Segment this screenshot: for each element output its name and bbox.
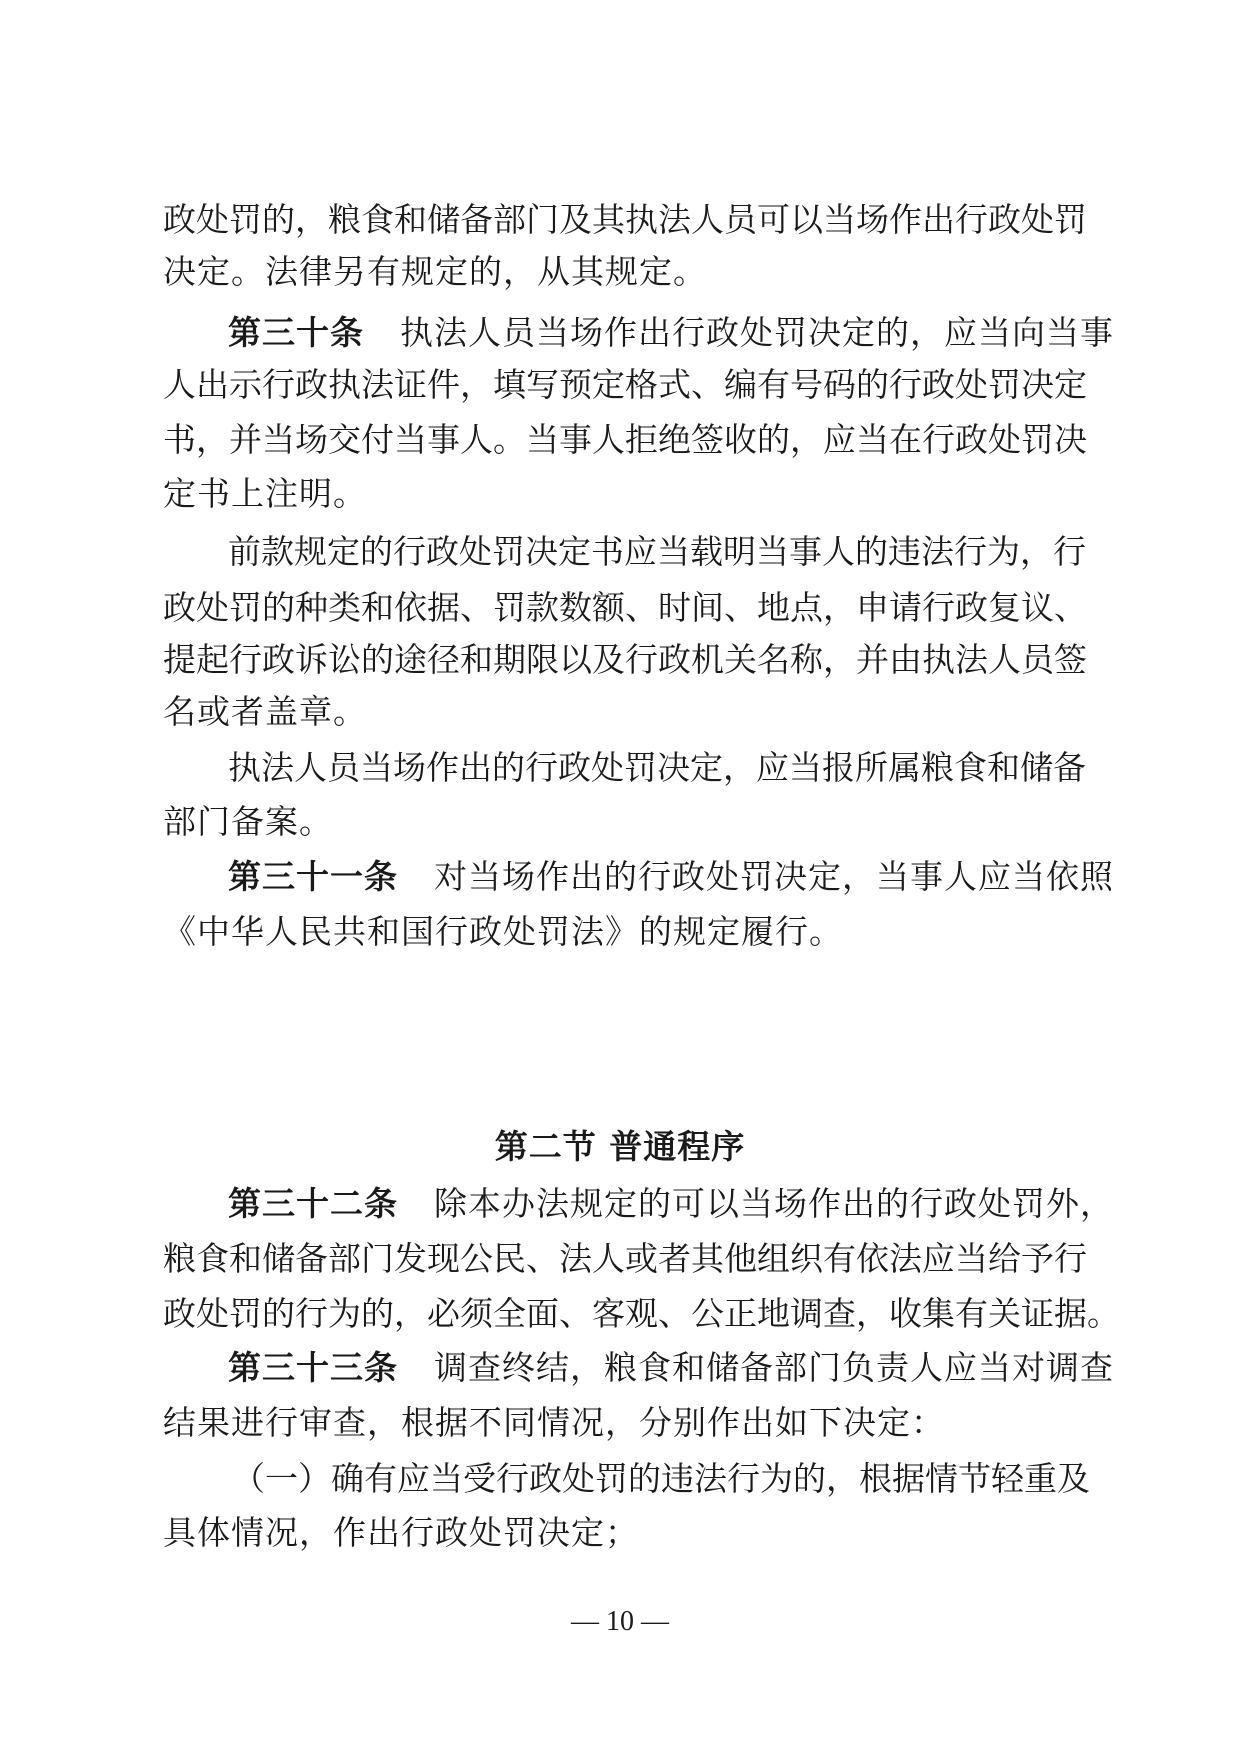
- page-number: — 10 —: [571, 1606, 669, 1637]
- text-line: （一）确有应当受行政处罚的违法行为的，根据情节轻重及: [232, 1459, 1090, 1498]
- text-line: 部门备案。: [163, 802, 333, 841]
- text-line: 具体情况，作出行政处罚决定；: [163, 1513, 639, 1552]
- article-line: [228, 1346, 1114, 1390]
- article-heading: 第三十二条: [228, 1184, 398, 1223]
- article-line: [228, 1182, 1114, 1226]
- text-line: 粮食和储备部门发现公民、法人或者其他组织有依法应当给予行: [163, 1239, 1087, 1278]
- article-line: [228, 311, 1114, 355]
- section-title: 第二节 普通程序: [494, 1127, 746, 1166]
- article-text: 调查终结，粮食和储备部门负责人应当对调查: [434, 1348, 1114, 1387]
- text-line: 提起行政诉讼的途径和期限以及行政机关名称，并由执法人员签: [163, 640, 1087, 679]
- text-line: 书，并当场交付当事人。当事人拒绝签收的，应当在行政处罚决: [163, 420, 1087, 459]
- text-line: 定书上注明。: [163, 474, 367, 513]
- text-line: 结果进行审查，根据不同情况，分别作出如下决定：: [163, 1403, 945, 1442]
- article-heading: 第三十条: [228, 313, 364, 352]
- article-heading: 第三十三条: [228, 1348, 398, 1387]
- text-line: 执法人员当场作出的行政处罚决定，应当报所属粮食和储备: [228, 748, 1086, 787]
- text-line: 决定。法律另有规定的，从其规定。: [163, 252, 707, 291]
- article-text: 对当场作出的行政处罚决定，当事人应当依照: [434, 857, 1114, 896]
- article-line: [228, 855, 1114, 899]
- text-line: 政处罚的行为的，必须全面、客观、公正地调查，收集有关证据。: [163, 1294, 1120, 1333]
- article-text: 执法人员当场作出行政处罚决定的，应当向当事: [400, 313, 1114, 352]
- text-line: 政处罚的，粮食和储备部门及其执法人员可以当场作出行政处罚: [163, 200, 1087, 239]
- article-heading: 第三十一条: [228, 857, 398, 896]
- text-line: 人出示行政执法证件，填写预定格式、编有号码的行政处罚决定: [163, 365, 1087, 404]
- text-line: 政处罚的种类和依据、罚款数额、时间、地点，申请行政复议、: [163, 588, 1087, 627]
- article-text: 除本办法规定的可以当场作出的行政处罚外，: [434, 1184, 1114, 1223]
- text-line: 名或者盖章。: [163, 692, 367, 731]
- text-line: 《中华人民共和国行政处罚法》的规定履行。: [163, 912, 843, 951]
- text-line: 前款规定的行政处罚决定书应当载明当事人的违法行为，行: [228, 532, 1086, 571]
